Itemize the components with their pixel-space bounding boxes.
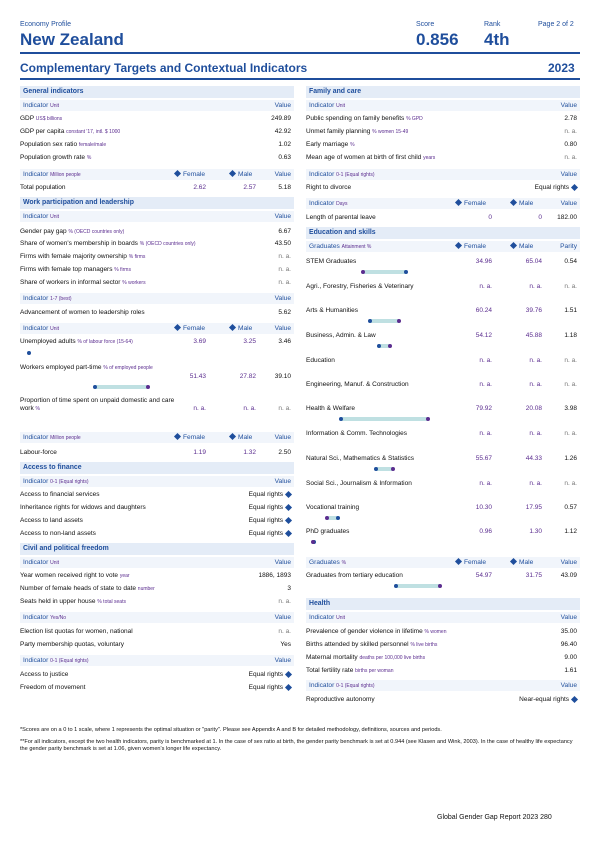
row-advancement: Advancement of women to leadership roles 5.62 [20, 309, 291, 316]
section-family: Family and care [306, 86, 580, 98]
section-health: Health [306, 598, 580, 610]
justice-header: Indicator 0-1 (Equal rights) Value [20, 655, 294, 666]
edu-female-dot [391, 467, 395, 471]
edu-row-ict: Information & Comm. Technologies n. a. n. a. n. a. [306, 430, 577, 437]
row-freedom-movement: Freedom of movement Equal rights [20, 684, 291, 694]
row-unpaid-care: Proportion of time spent on unpaid domestic and care work % [20, 397, 175, 412]
tertiary-male-dot [394, 584, 398, 588]
leave-header: Indicator Days Female Male Value [306, 198, 580, 209]
health-col-header: Indicator Unit Value [306, 612, 580, 623]
edu-gap-bar [363, 270, 407, 274]
edu-gap-bar [370, 319, 400, 323]
row-non-land-assets: Access to non-land assets Equal rights [20, 530, 291, 540]
row-pop-growth: Population growth rate % 0.63 [20, 154, 291, 161]
quotas-header: Indicator Yes/No Value [20, 612, 294, 623]
section-civil: Civil and political freedom [20, 543, 294, 555]
edu-female-dot [397, 319, 401, 323]
row-boards: Share of women's membership in boards % (OECD countries only) 43.50 [20, 240, 291, 247]
page-indicator: Page 2 of 2 [538, 21, 574, 28]
row-party-quotas: Party membership quotas, voluntary Yes [20, 641, 291, 648]
row-right-to-vote: Year women received right to vote year 1886, 1893 [20, 572, 291, 579]
row-justice: Access to justice Equal rights [20, 671, 291, 681]
divorce-header: Indicator 0-1 (Equal rights) Value [306, 169, 580, 180]
col-unit: Unit [50, 102, 60, 109]
row-unemployed: Unemployed adults % of labour force (15-64) 3.69 3.25 3.46 [20, 338, 291, 345]
row-financial-services: Access to financial services Equal rights [20, 491, 291, 501]
edu-row-engineering: Engineering, Manuf. & Construction n. a. n. a. n. a. [306, 381, 577, 388]
tertiary-female-dot [438, 584, 442, 588]
rank-value: 4th [484, 30, 510, 49]
edu-male-dot [336, 516, 340, 520]
row-gdp-per-capita: GDP per capita constant '17, intl. $ 1000 42.92 [20, 128, 291, 135]
row-pay-gap: Gender pay gap % (OECD countries only) 6.67 [20, 228, 291, 235]
section-education: Education and skills [306, 227, 580, 239]
general-pop-header: Indicator Million people Female Male Value [20, 169, 294, 180]
profile-label: Economy Profile [20, 21, 71, 28]
row-early-marriage: Early marriage % 0.80 [306, 141, 577, 148]
edu-female-dot [361, 270, 365, 274]
header-rule [20, 52, 580, 54]
row-female-ownership: Firms with female majority ownership % firms n. a. [20, 253, 291, 260]
row-part-time: Workers employed part-time % of employed people [20, 364, 153, 371]
work-gender-header: Indicator Unit Female Male Value [20, 323, 294, 334]
row-inheritance: Inheritance rights for widows and daughters Equal rights [20, 504, 291, 514]
section-finance: Access to finance [20, 462, 294, 474]
country-name: New Zealand [20, 30, 124, 49]
repro-header: Indicator 0-1 (Equal rights) Value [306, 680, 580, 691]
part-time-male-dot [93, 385, 97, 389]
edu-male-dot [368, 319, 372, 323]
score-label: Score [416, 21, 435, 28]
part-time-female-dot [146, 385, 150, 389]
row-reproductive-autonomy: Reproductive autonomy Near-equal rights [306, 696, 577, 706]
row-tertiary: Graduates from tertiary education 54.97 31.75 43.09 [306, 572, 577, 579]
row-unmet-planning: Unmet family planning % women 15-49 n. a. [306, 128, 577, 135]
work-leadership-header: Indicator 1-7 (best) Value [20, 293, 294, 304]
edu-female-dot [426, 417, 430, 421]
section-general: General indicators [20, 86, 294, 98]
civil-col-header: Indicator Unit Value [20, 557, 294, 568]
edu-row-agri: Agri., Forestry, Fisheries & Veterinary n. a. n. a. n. a. [306, 283, 577, 290]
row-maternal-mortality: Maternal mortality deaths per 100,000 live births 9.00 [306, 654, 577, 661]
col-indicator: Indicator [23, 101, 49, 109]
edu-female-dot [325, 516, 329, 520]
edu-row-education: Education n. a. n. a. n. a. [306, 357, 577, 364]
edu-row-health: Health & Welfare 79.92 20.08 3.98 [306, 405, 577, 412]
edu-row-vocational: Vocational training 10.30 17.95 0.57 [306, 504, 577, 511]
row-female-managers: Firms with female top managers % firms n. a. [20, 266, 291, 273]
row-labour-force: Labour-force 1.19 1.32 2.50 [20, 449, 291, 456]
row-unpaid-values: n. a. n. a. n. a. [193, 405, 291, 412]
finance-col-header: Indicator 0-1 (Equal rights) Value [20, 476, 294, 487]
edu-female-dot [388, 344, 392, 348]
row-family-benefits: Public spending on family benefits % GPD 2.78 [306, 115, 577, 122]
rank-label: Rank [484, 21, 501, 28]
row-fertility-rate: Total fertility rate births per woman 1.61 [306, 667, 577, 674]
page-year: 2023 [548, 61, 575, 75]
row-gdp: GDP US$ billions 249.89 [20, 115, 291, 122]
row-land-assets: Access to land assets Equal rights [20, 517, 291, 527]
edu-col-header: Graduates Attainment % Female Male Parity [306, 241, 580, 252]
row-informal-sector: Share of workers in informal sector % workers n. a. [20, 279, 291, 286]
row-election-quotas: Election list quotas for women, national n. a. [20, 628, 291, 635]
title-rule [20, 78, 580, 80]
page-title: Complementary Targets and Contextual Indicators [20, 61, 308, 75]
edu-row-phd: PhD graduates 0.96 1.30 1.12 [306, 528, 577, 535]
edu-row-natural-sci: Natural Sci., Mathematics & Statistics 55.67 44.33 1.26 [306, 455, 577, 462]
labour-force-header: Indicator Million people Female Male Value [20, 432, 294, 443]
part-time-bar [95, 385, 148, 389]
unemployed-dot [27, 351, 31, 355]
general-col-header [20, 100, 294, 111]
row-sex-ratio: Population sex ratio female/male 1.02 [20, 141, 291, 148]
row-upper-house: Seats held in upper house % total seats n. a. [20, 598, 291, 605]
edu-gap-bar [341, 417, 428, 421]
tertiary-bar [396, 584, 440, 588]
footnote-2: **For all indicators, except the two health indicators, parity is benchmarked at 1. In the case of sex ratio at birth, the gender parity benchmark is set at 0.944 (see Klasen and Wink, 2003). In the case of healthy life expectancy the gender parity benchmark is set at 1.06, given women's longer life expectancy. [20, 739, 573, 752]
edu-male-dot [377, 344, 381, 348]
work-col-header: Indicator Unit Value [20, 211, 294, 222]
tertiary-header: Graduates % Female Male Value [306, 557, 580, 568]
row-parental-leave: Length of parental leave 0 0 182.00 [306, 214, 577, 221]
edu-row-arts: Arts & Humanities 60.24 39.76 1.51 [306, 307, 577, 314]
row-heads-of-state: Number of female heads of state to date number 3 [20, 585, 291, 592]
section-work: Work participation and leadership [20, 197, 294, 209]
edu-male-dot [404, 270, 408, 274]
row-births-attended: Births attended by skilled personnel % live births 96.40 [306, 641, 577, 648]
row-total-population: Total population 2.62 2.57 5.18 [20, 184, 291, 191]
edu-row-social-sci: Social Sci., Journalism & Information n. a. n. a. n. a. [306, 480, 577, 487]
score-value: 0.856 [416, 30, 459, 49]
footnote-1: *Scores are on a 0 to 1 scale, where 1 represents the optimal situation or "parity". Please see Appendix A and B for detailed methodology, definitions, sources and periods. [20, 727, 442, 733]
row-mean-age: Mean age of women at birth of first child years n. a. [306, 154, 577, 161]
col-value: Value [274, 101, 291, 109]
family-col-header: Indicator Unit Value [306, 100, 580, 111]
edu-row-business: Business, Admin. & Law 54.12 45.88 1.18 [306, 332, 577, 339]
row-divorce: Right to divorce Equal rights [306, 184, 577, 194]
row-gender-violence: Prevalence of gender violence in lifetime % women 35.00 [306, 628, 577, 635]
row-part-time-values: 51.43 27.82 39.10 [189, 373, 291, 380]
edu-row-stem: STEM Graduates 34.96 65.04 0.54 [306, 258, 577, 265]
page-footer: Global Gender Gap Report 2023 280 [437, 814, 552, 821]
